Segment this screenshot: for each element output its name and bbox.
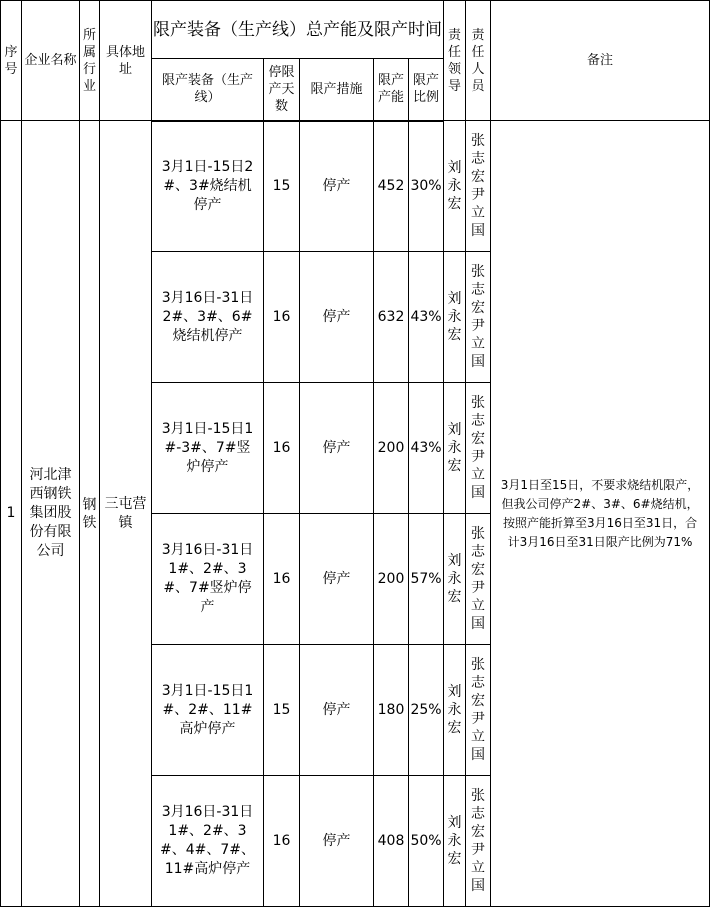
row-stop-days: 15	[264, 121, 300, 252]
row-measure: 停产	[300, 645, 374, 776]
header-capacity: 限产产能	[374, 59, 409, 121]
row-ratio: 43%	[409, 383, 444, 514]
header-seq: 序号	[1, 1, 22, 121]
row-stop-days: 15	[264, 645, 300, 776]
row-equipment: 3月16日-31日1#、2#、3#、4#、7#、11#高炉停产	[152, 776, 264, 907]
row-leader: 刘永宏	[444, 383, 466, 514]
row-person: 张志宏尹立国	[466, 121, 491, 252]
row-leader: 刘永宏	[444, 252, 466, 383]
header-equipment: 限产装备（生产线）	[152, 59, 264, 121]
record-remark: 3月1日至15日，不要求烧结机限产，但我公司停产2#、3#、6#烧结机，按照产能折算至3月16日至31日，合计3月16日至31日限产比例为71%	[491, 121, 710, 907]
header-industry: 所属行业	[80, 1, 100, 121]
row-leader: 刘永宏	[444, 776, 466, 907]
row-capacity: 452	[374, 121, 409, 252]
table-row	[1, 121, 710, 252]
row-measure: 停产	[300, 252, 374, 383]
row-person: 张志宏尹立国	[466, 252, 491, 383]
header-leader: 责任领导	[444, 1, 466, 121]
row-ratio: 57%	[409, 514, 444, 645]
header-row-top	[1, 1, 710, 59]
row-equipment: 3月16日-31日2#、3#、6#烧结机停产	[152, 252, 264, 383]
row-capacity: 200	[374, 514, 409, 645]
record-company: 河北津西钢铁集团股份有限公司	[22, 121, 80, 907]
row-leader: 刘永宏	[444, 514, 466, 645]
row-person: 张志宏尹立国	[466, 383, 491, 514]
record-address: 三屯营镇	[100, 121, 152, 907]
row-ratio: 43%	[409, 252, 444, 383]
row-stop-days: 16	[264, 776, 300, 907]
header-company: 企业名称	[22, 1, 80, 121]
row-equipment: 3月1日-15日1#-3#、7#竖炉停产	[152, 383, 264, 514]
header-address: 具体地址	[100, 1, 152, 121]
header-stop-days: 停限产天数	[264, 59, 300, 121]
header-person: 责任人员	[466, 1, 491, 121]
header-measure: 限产措施	[300, 59, 374, 121]
row-ratio: 30%	[409, 121, 444, 252]
row-capacity: 180	[374, 645, 409, 776]
row-capacity: 200	[374, 383, 409, 514]
row-ratio: 25%	[409, 645, 444, 776]
row-leader: 刘永宏	[444, 121, 466, 252]
header-ratio: 限产比例	[409, 59, 444, 121]
row-measure: 停产	[300, 383, 374, 514]
row-stop-days: 16	[264, 252, 300, 383]
row-equipment: 3月1日-15日1#、2#、11#高炉停产	[152, 645, 264, 776]
row-person: 张志宏尹立国	[466, 776, 491, 907]
row-person: 张志宏尹立国	[466, 514, 491, 645]
row-stop-days: 16	[264, 514, 300, 645]
row-equipment: 3月16日-31日1#、2#、3#、7#竖炉停产	[152, 514, 264, 645]
header-remark: 备注	[491, 1, 710, 121]
row-ratio: 50%	[409, 776, 444, 907]
row-capacity: 408	[374, 776, 409, 907]
row-measure: 停产	[300, 776, 374, 907]
header-group-title: 限产装备（生产线）总产能及限产时间	[152, 1, 444, 59]
record-industry: 钢铁	[80, 121, 100, 907]
row-person: 张志宏尹立国	[466, 645, 491, 776]
row-capacity: 632	[374, 252, 409, 383]
row-equipment: 3月1日-15日2#、3#烧结机停产	[152, 121, 264, 252]
record-seq: 1	[1, 121, 22, 907]
row-leader: 刘永宏	[444, 645, 466, 776]
row-measure: 停产	[300, 514, 374, 645]
row-measure: 停产	[300, 121, 374, 252]
row-stop-days: 16	[264, 383, 300, 514]
